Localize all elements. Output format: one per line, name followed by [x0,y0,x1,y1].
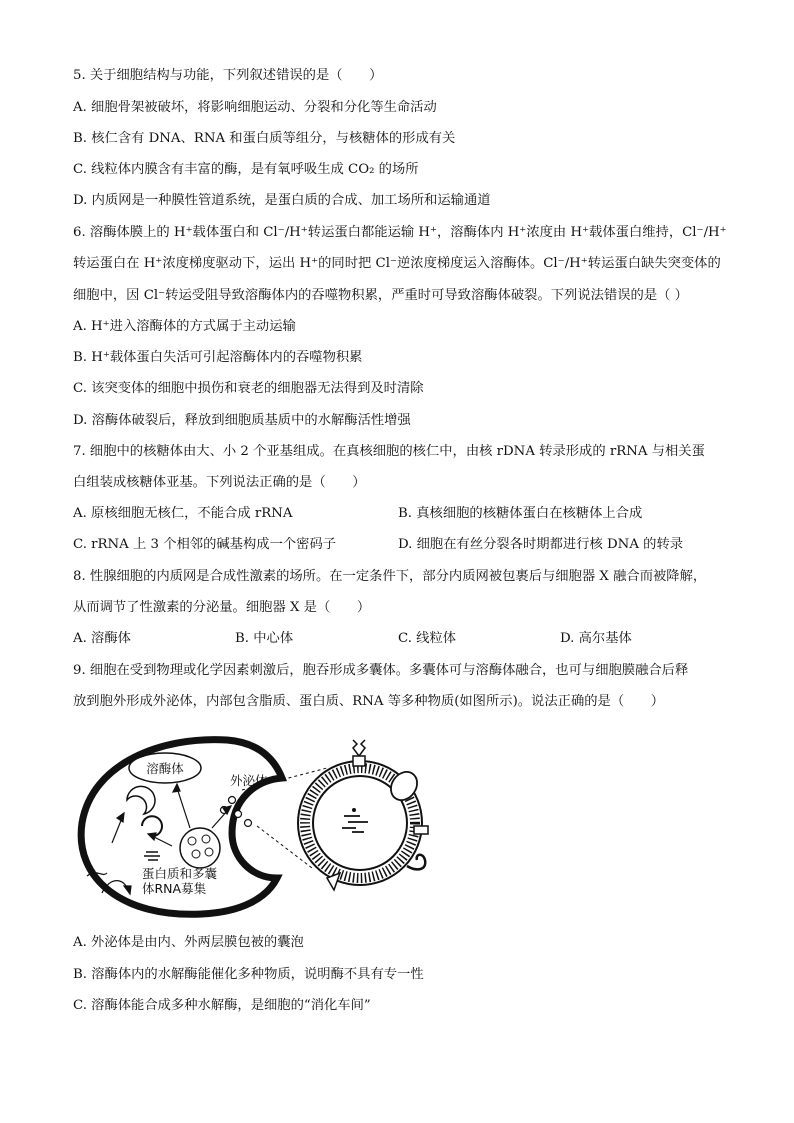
q6-stem-line2: 转运蛋白在 H⁺浓度梯度驱动下，运出 H⁺的同时把 Cl⁻逆浓度梯度运入溶酶体。Cl⁻/H⁺转运蛋白缺失突变体的 [73,256,721,271]
multivesicular-body [180,828,220,868]
q5-option-a: A. 细胞骨架被破坏，将影响细胞运动、分裂和分化等生命活动 [73,100,437,115]
q8-stem-line2: 从而调节了性激素的分泌量。细胞器 X 是（ ） [73,600,371,615]
q6-stem-line3: 细胞中，因 Cl⁻转运受阻导致溶酶体内的吞噬物积累，严重时可导致溶酶体破裂。下列说法错误的是（ ） [73,288,688,303]
q7-option-d: D. 细胞在有丝分裂各时期都进行核 DNA 的转录 [398,537,684,552]
exosome-diagram [72,728,472,928]
q8-option-c: C. 线粒体 [398,631,457,646]
q5-option-b: B. 核仁含有 DNA、RNA 和蛋白质等组分，与核糖体的形成有关 [73,131,456,146]
mvb-label-line2: 体RNA募集 [142,881,207,896]
q9-option-b: B. 溶酶体内的水解酶能催化多种物质，说明酶不具有专一性 [73,967,424,982]
q7-option-b: B. 真核细胞的核糖体蛋白在核糖体上合成 [398,506,643,521]
exosome-label: 外泌体 [230,773,268,788]
q6-option-a: A. H⁺进入溶酶体的方式属于主动运输 [73,319,296,334]
q6-stem-line1: 6. 溶酶体膜上的 H⁺载体蛋白和 Cl⁻/H⁺转运蛋白都能运输 H⁺，溶酶体内 H⁺浓度由 H⁺载体蛋白维持，Cl⁻/H⁺ [73,225,727,240]
lysosome-label: 溶酶体 [146,761,184,776]
q7-stem-line1: 7. 细胞中的核糖体由大、小 2 个亚基组成。在真核细胞的核仁中，由核 rDNA 转录形成的 rRNA 与相关蛋 [73,444,705,459]
q9-option-a: A. 外泌体是由内、外两层膜包被的囊泡 [73,935,304,950]
q9-option-c: C. 溶酶体能合成多种水解酶，是细胞的“消化车间” [73,998,371,1013]
q5-stem: 5. 关于细胞结构与功能，下列叙述错误的是（ ） [73,68,383,83]
q9-stem-line1: 9. 细胞在受到物理或化学因素刺激后，胞吞形成多囊体。多囊体可与溶酶体融合，也可与细胞膜融合后释 [73,663,689,678]
q6-option-c: C. 该突变体的细胞中损伤和衰老的细胞器无法得到及时清除 [73,381,424,396]
q8-option-a: A. 溶酶体 [73,631,131,646]
q9-stem-line2: 放到胞外形成外泌体，内部包含脂质、蛋白质、RNA 等多种物质(如图所示)。说法正确的是（ ） [73,694,665,709]
q8-option-b: B. 中心体 [235,631,294,646]
q7-option-c: C. rRNA 上 3 个相邻的碱基构成一个密码子 [73,537,337,552]
q8-option-d: D. 高尔基体 [560,631,632,646]
q7-option-a: A. 原核细胞无核仁，不能合成 rRNA [73,506,293,521]
q5-option-c: C. 线粒体内膜含有丰富的酶，是有氧呼吸生成 CO₂ 的场所 [73,162,419,177]
q6-option-d: D. 溶酶体破裂后，释放到细胞质基质中的水解酶活性增强 [73,413,411,428]
q7-stem-line2: 白组装成核糖体亚基。下列说法正确的是（ ） [73,475,366,490]
q5-option-d: D. 内质网是一种膜性管道系统，是蛋白质的合成、加工场所和运输通道 [73,193,491,208]
q6-option-b: B. H⁺载体蛋白失活可引起溶酶体内的吞噬物积累 [73,350,363,365]
q8-stem-line1: 8. 性腺细胞的内质网是合成性激素的场所。在一定条件下，部分内质网被包裹后与细胞器 X 融合而被降解， [73,569,707,584]
mvb-label-line1: 蛋白质和多囊 [142,866,218,881]
